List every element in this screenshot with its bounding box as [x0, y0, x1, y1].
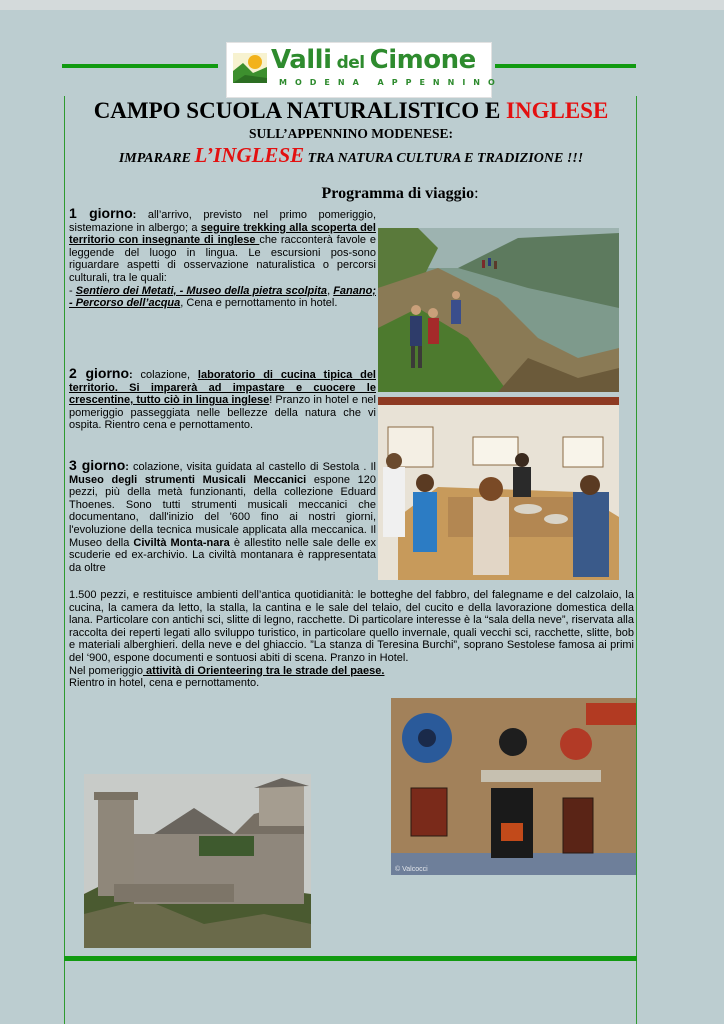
day3-closing: Rientro in hotel, cena e pernottamento	[69, 677, 257, 690]
tagline	[66, 143, 636, 168]
cooking-lab-photo	[378, 397, 619, 580]
day3-orienteering-highlight: attività di Orienteering tra le strade del paese.	[142, 664, 385, 677]
day3-paragraph	[69, 459, 376, 574]
logo-word-del: del	[336, 53, 365, 73]
day2-label: 2 giorno	[69, 365, 130, 381]
tagline-rest: TRA NATURA CULTURA E TRADIZIONE !!!	[307, 151, 584, 166]
day2-colon: :	[129, 369, 133, 381]
day3-colon: :	[125, 461, 129, 473]
valli-del-cimone-logo	[226, 42, 503, 98]
logo-text	[271, 45, 476, 75]
program-heading	[150, 185, 650, 203]
day1-trekking-highlight: seguire trekking alla scoperta del territorio con insegnante di inglese	[69, 221, 376, 247]
program-heading-colon: :	[474, 185, 479, 202]
day3-closing-period: .	[256, 677, 260, 690]
day2-text-1: colazione,	[132, 369, 198, 381]
logo-subtitle: MODENA APPENNINO	[279, 78, 503, 87]
header-green-rule-left	[62, 64, 218, 68]
day1-dash: -	[69, 284, 76, 297]
day1-label: 1 giorno	[69, 205, 133, 221]
photo-watermark: © Valcocci	[395, 866, 428, 873]
day1-fanano: Fanano; - Percorso dell’acqua	[69, 284, 376, 310]
day1-sentiero: Sentiero dei Metati, - Museo della pietra scolpita	[75, 284, 328, 297]
day3-text-1: colazione, visita guidata al castello di Sestola . Il	[128, 461, 376, 473]
day1-text-8: , Cena e pernottamento in hotel.	[180, 297, 338, 310]
day3-continued	[69, 589, 634, 690]
logo-word-cimone: Cimone	[369, 45, 476, 75]
subtitle: SULL’APPENNINO MODENESE:	[249, 126, 453, 141]
day1-text-1: all’arrivo, previsto nel primo pomeriggio, sistemazione in albergo; a	[69, 209, 376, 234]
right-margin-line	[636, 96, 637, 1024]
trekking-photo	[378, 228, 619, 392]
title-main: CAMPO SCUOLA NATURALISTICO E	[93, 98, 501, 123]
program-heading-text: Programma di viaggio	[321, 185, 475, 202]
footer-green-rule	[64, 956, 637, 961]
tagline-inglese: L’INGLESE	[194, 143, 305, 167]
day2-paragraph	[69, 367, 376, 432]
day1-paragraph	[69, 207, 376, 310]
day3-afternoon-label: Nel pomeriggio	[69, 664, 143, 677]
landscape-logo-icon	[233, 53, 267, 83]
logo-word-valli: Valli	[271, 45, 332, 75]
page-title	[66, 98, 636, 124]
day2-cooking-highlight: laboratorio di cucina tipica del territorio. Si imparerà ad impastare e cuocere le crescentine, tutto ciò in lingua inglese	[69, 369, 376, 407]
day1-colon: :	[132, 209, 137, 221]
left-margin-line	[64, 96, 65, 1024]
tagline-imparare: IMPARARE	[118, 151, 191, 166]
day2-text-3: ! Pranzo in hotel e nel pomeriggio passeggiata nelle bellezze della natura che vi ospita. Rientro cena e pernottamento.	[69, 394, 376, 432]
header-green-rule-right	[495, 64, 636, 68]
day3-text-6: 1.500 pezzi, e restituisce ambienti dell’antica quotidianità: le botteghe del fabbro, del falegname e del calzolaio, la cucina, la camera da letto, la stalla, la cantina e le sale del telaio, del cucito e della lavorazione domestica della lana. Particolare con antichi sci, slitte di legno, racchette. Di particolare interesse è la “sala della neve”, riservata alla raccolta dei reperti legati allo sviluppo turistico, in particolare quello invernale, quali vecchi sci, racchette, slitte, bob e materiali alberghieri. della neve e del ghiaccio. ”La stanza di Teresina Burchi”, soprano Sestolese famosa ai primi del ‘900, espone documenti e sontuosi abiti di scena. Pranzo in Hotel.	[69, 589, 634, 664]
day3-label: 3 giorno	[69, 457, 126, 473]
castle-photo	[84, 774, 311, 948]
day1-text-3: che racconterà favole e leggende del luogo in lingua. Le escursioni pos-sono riguardare aspetti di osservazione naturalistica o percorsi culturali, tra le quali:	[69, 234, 376, 284]
music-museum-photo	[391, 698, 636, 875]
day3-civilta-montanara: Civiltà Monta-nara	[133, 536, 230, 549]
day3-text-5: è allestito nelle sale delle ex scuderie ed ex-archivio. La civiltà montanara è rappresentata da oltre	[69, 536, 376, 574]
day1-comma: ,	[327, 284, 334, 297]
day3-museum-name: Museo degli strumenti Musicali Meccanici	[69, 473, 307, 486]
day3-text-3: espone 120 pezzi, più della metà funzionanti, della collezione Eduard Thoenes. Sono tutti strumenti musicali meccanici che documentano, dall'inizio del '600 fino ai nostri giorni, l'evoluzione della tecnica musicale applicata alla meccanica. Il Museo della	[69, 473, 376, 549]
title-inglese: INGLESE	[506, 98, 609, 123]
